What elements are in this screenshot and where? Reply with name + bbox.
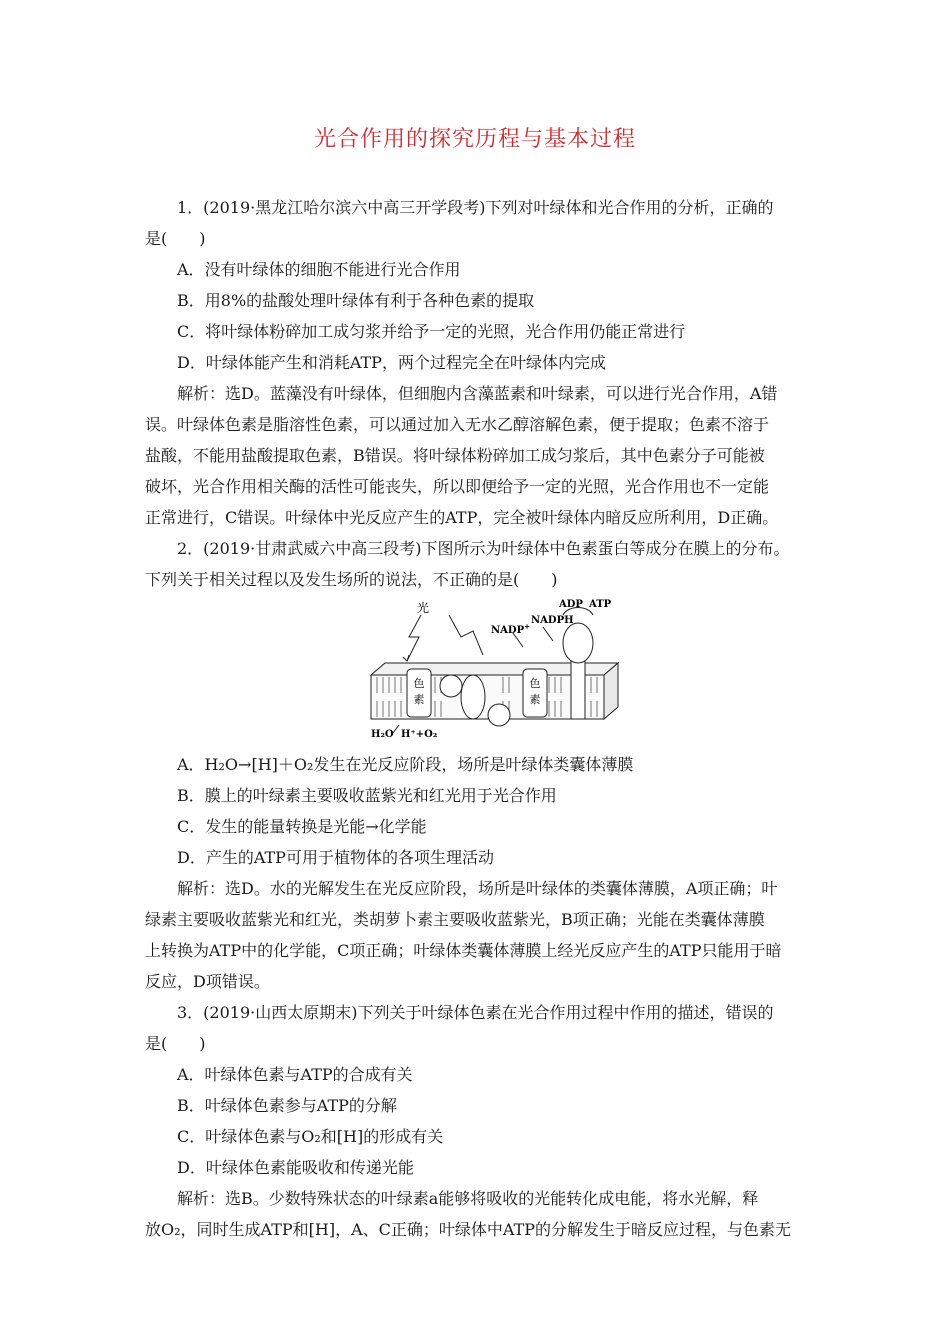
q3-stem-line1: 3．(2019·山西太原期末)下列关于叶绿体色素在光合作用过程中作用的描述，错误的 xyxy=(177,1003,774,1022)
q2-option-c: C．发生的能量转换是光能→化学能 xyxy=(177,817,427,836)
q2-option-d: D．产生的ATP可用于植物体的各项生理活动 xyxy=(177,848,494,867)
q3-option-a: A．叶绿体色素与ATP的合成有关 xyxy=(177,1065,413,1084)
atp-synthase-head xyxy=(563,623,593,663)
q3-option-b: B．叶绿体色素参与ATP的分解 xyxy=(177,1096,397,1115)
nadp-label xyxy=(491,622,530,636)
pigment-right-char2: 素 xyxy=(529,693,541,706)
thylakoid-membrane-figure xyxy=(145,597,815,747)
q2-stem-line2: 下列关于相关过程以及发生场所的说法，不正确的是( ) xyxy=(145,570,558,589)
pigment-left-char2: 素 xyxy=(413,693,425,706)
q3-option-d: D．叶绿体色素能吸收和传递光能 xyxy=(177,1158,414,1177)
membrane-diagram xyxy=(363,597,623,743)
nadp-text: NADP xyxy=(491,625,525,636)
q3-analysis-line2: 放O₂，同时生成ATP和[H]，A、C正确；叶绿体中ATP的分解发生于暗反应过程，与色素无 xyxy=(145,1220,792,1239)
q3-analysis-line1: 解析：选B。少数特殊状态的叶绿素a能够将吸收的光能转化成电能，将水光解，释 xyxy=(177,1189,759,1208)
q1-analysis-line5: 正常进行，C错误。叶绿体中光反应产生的ATP，完全被叶绿体内暗反应所利用，D正确。 xyxy=(145,508,779,527)
q1-option-d: D．叶绿体能产生和消耗ATP，两个过程完全在叶绿体内完成 xyxy=(177,353,606,372)
q1-analysis-line3: 盐酸，不能用盐酸提取色素，B错误。将叶绿体粉碎加工成匀浆后，其中色素分子可能被 xyxy=(145,446,765,465)
atp-label: ATP xyxy=(589,599,612,610)
q1-option-b: B．用8%的盐酸处理叶绿体有利于各种色素的提取 xyxy=(177,291,535,310)
pigment-right-char1: 色 xyxy=(529,677,541,690)
q2-stem-line1: 2．(2019·甘肃武威六中高三段考)下图所示为叶绿体中色素蛋白等成分在膜上的分布。 xyxy=(177,539,790,558)
q3-stem-line2: 是( ) xyxy=(145,1034,206,1053)
q1-analysis-line2: 误。叶绿体色素是脂溶性色素，可以通过加入无水乙醇溶解色素，便于提取；色素不溶于 xyxy=(145,415,770,434)
pigment-left-char1: 色 xyxy=(413,677,425,690)
q1-analysis-line1: 解析：选D。蓝藻没有叶绿体，但细胞内含藻蓝素和叶绿素，可以进行光合作用，A错 xyxy=(177,384,778,403)
q1-option-c: C．将叶绿体粉碎加工成匀浆并给予一定的光照，光合作用仍能正常进行 xyxy=(177,322,686,341)
q2-analysis-line2: 绿素主要吸收蓝紫光和红光，类胡萝卜素主要吸收蓝紫光，B项正确；光能在类囊体薄膜 xyxy=(145,910,765,929)
q1-option-a: A．没有叶绿体的细胞不能进行光合作用 xyxy=(177,260,461,279)
nadph-label: NADPH xyxy=(531,615,574,626)
q1-stem-line1: 1．(2019·黑龙江哈尔滨六中高三开学段考)下列对叶绿体和光合作用的分析，正确的 xyxy=(177,198,774,217)
q2-analysis-line4: 反应，D项错误。 xyxy=(145,972,270,991)
q1-analysis-line4: 破坏，光合作用相关酶的活性可能丧失，所以即便给予一定的光照，光合作用也不一定能 xyxy=(145,477,770,496)
q2-option-a: A．H₂O→[H]＋O₂发生在光反应阶段，场所是叶绿体类囊体薄膜 xyxy=(177,755,634,774)
q1-stem-line2: 是( ) xyxy=(145,229,206,248)
nadp-plus: + xyxy=(524,622,530,631)
atp-synthase-stalk xyxy=(571,657,585,719)
q2-analysis-line3: 上转换为ATP中的化学能，C项正确；叶绿体类囊体薄膜上经光反应产生的ATP只能用于暗 xyxy=(145,941,782,960)
q2-option-b: B．膜上的叶绿素主要吸收蓝紫光和红光用于光合作用 xyxy=(177,786,557,805)
protein-ellipse xyxy=(461,675,485,719)
page-title: 光合作用的探究历程与基本过程 xyxy=(313,127,636,152)
water-arrow xyxy=(393,725,399,733)
light-label: 光 xyxy=(417,601,430,615)
water-label: H₂O xyxy=(371,729,394,740)
adp-label: ADP xyxy=(559,599,583,610)
protein-circle xyxy=(440,675,462,697)
q3-option-c: C．叶绿体色素与O₂和[H]的形成有关 xyxy=(177,1127,444,1146)
products-label: H⁺+O₂ xyxy=(401,729,438,740)
question-content xyxy=(145,192,815,1245)
protein-lower xyxy=(488,704,510,726)
q2-analysis-line1: 解析：选D。水的光解发生在光反应阶段，场所是叶绿体的类囊体薄膜，A项正确；叶 xyxy=(177,879,778,898)
